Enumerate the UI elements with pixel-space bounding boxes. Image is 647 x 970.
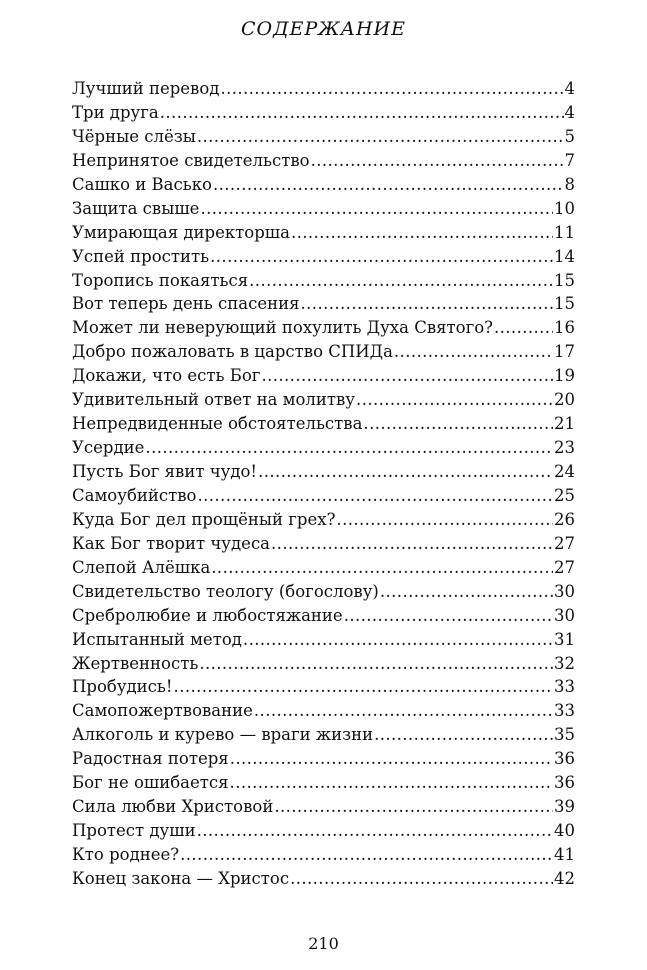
toc-entry-page: 4 <box>564 79 575 98</box>
dot-leader <box>210 245 553 269</box>
toc-entry-page: 41 <box>554 845 575 864</box>
toc-entry <box>72 628 575 652</box>
toc-entry-title: Успей простить <box>72 246 210 266</box>
toc-entry-title: Чёрные слёзы <box>72 126 196 146</box>
toc-entry <box>72 652 575 676</box>
toc-entry <box>72 364 575 388</box>
toc-entry <box>72 484 575 508</box>
toc-entry-page: 23 <box>554 438 575 458</box>
toc-entry-title: Вот теперь день спасения <box>72 294 300 314</box>
dot-leader <box>274 795 553 819</box>
toc-entry-page: 27 <box>554 533 575 553</box>
toc-entry-page: 36 <box>554 749 575 769</box>
dot-leader <box>394 340 553 364</box>
toc-entry <box>72 675 575 699</box>
page-number: 210 <box>308 934 339 953</box>
toc-entry-title: Непредвиденные обстоятельства <box>72 414 363 434</box>
toc-entry-page: 16 <box>554 318 575 338</box>
toc-entry-title: Три друга <box>72 102 159 122</box>
dot-leader <box>374 723 553 747</box>
toc-entry-page: 36 <box>554 773 575 793</box>
toc-entry <box>72 125 575 149</box>
dot-leader <box>197 484 553 508</box>
toc-entry-page: 15 <box>554 270 575 290</box>
toc-entry-title: Жертвенность <box>72 653 199 673</box>
toc-entry-title: Сила любви Христовой <box>72 797 274 817</box>
toc-entry-page: 14 <box>554 246 575 266</box>
toc-entry <box>72 723 575 747</box>
toc-entry <box>72 292 575 316</box>
toc-entry-page: 5 <box>564 126 575 146</box>
toc-entry-title: Куда Бог дел прощёный грех? <box>72 509 336 529</box>
dot-leader <box>197 819 553 843</box>
toc-entry <box>72 604 575 628</box>
toc-entry <box>72 269 575 293</box>
toc-entry-title: Удивительный ответ на молитву <box>72 390 356 410</box>
dot-leader <box>220 77 563 101</box>
toc-entry-page: 21 <box>554 414 575 434</box>
toc-entry-page: 8 <box>564 174 575 194</box>
toc-entry <box>72 819 575 843</box>
page-title: СОДЕРЖАНИЕ <box>241 18 406 40</box>
toc-entry-page: 32 <box>554 653 575 673</box>
toc-entry <box>72 556 575 580</box>
dot-leader <box>254 699 553 723</box>
toc-entry <box>72 149 575 173</box>
toc-entry <box>72 221 575 245</box>
dot-leader <box>230 771 553 795</box>
dot-leader <box>290 867 553 891</box>
dot-leader <box>145 436 553 460</box>
toc-entry-title: Усердие <box>72 438 145 458</box>
toc-entry <box>72 508 575 532</box>
toc-entry-title: Добро пожаловать в царство СПИДа <box>72 342 393 362</box>
toc-entry-page: 27 <box>554 557 575 577</box>
dot-leader <box>213 173 564 197</box>
toc-entry-page: 17 <box>554 342 575 362</box>
dot-leader <box>230 747 553 771</box>
toc-entry-page: 20 <box>554 390 575 410</box>
dot-leader <box>160 101 564 125</box>
dot-leader <box>249 269 553 293</box>
dot-leader <box>197 125 564 149</box>
toc-entry-title: Конец закона — Христос <box>72 868 290 888</box>
table-of-contents <box>72 77 575 891</box>
toc-entry <box>72 197 575 221</box>
dot-leader <box>494 316 553 340</box>
toc-entry <box>72 460 575 484</box>
dot-leader <box>243 628 553 652</box>
toc-entry-title: Непринятое свидетельство <box>72 150 310 170</box>
toc-entry-page: 26 <box>554 509 575 529</box>
toc-entry-page: 33 <box>554 677 575 697</box>
toc-entry <box>72 580 575 604</box>
dot-leader <box>380 580 553 604</box>
toc-entry-title: Может ли неверующий похулить Духа Святого? <box>72 318 493 338</box>
toc-entry-page: 7 <box>564 150 575 170</box>
toc-entry-title: Сашко и Васько <box>72 174 212 194</box>
toc-entry <box>72 245 575 269</box>
toc-entry-page: 33 <box>554 701 575 721</box>
dot-leader <box>211 556 553 580</box>
toc-entry-title: Как Бог творит чудеса <box>72 533 271 553</box>
toc-entry <box>72 436 575 460</box>
toc-entry <box>72 77 575 101</box>
toc-entry-title: Докажи, что есть Бог <box>72 366 261 386</box>
toc-entry-title: Сребролюбие и любостяжание <box>72 605 343 625</box>
toc-entry-title: Протест души <box>72 821 196 841</box>
toc-entry-page: 15 <box>554 294 575 314</box>
dot-leader <box>344 604 553 628</box>
toc-entry-title: Слепой Алёшка <box>72 557 211 577</box>
dot-leader <box>311 149 564 173</box>
toc-entry <box>72 316 575 340</box>
toc-entry-page: 10 <box>554 198 575 218</box>
toc-entry <box>72 388 575 412</box>
dot-leader <box>200 197 553 221</box>
toc-entry-title: Самоубийство <box>72 485 197 505</box>
toc-entry <box>72 173 575 197</box>
toc-entry-title: Радостная потеря <box>72 749 229 769</box>
toc-entry-title: Алкоголь и курево — враги жизни <box>72 725 374 745</box>
dot-leader <box>261 364 553 388</box>
toc-entry <box>72 340 575 364</box>
toc-entry-title: Торопись покаяться <box>72 270 249 290</box>
toc-entry-page: 31 <box>554 629 575 649</box>
toc-entry <box>72 101 575 125</box>
dot-leader <box>199 652 553 676</box>
toc-entry-title: Защита свыше <box>72 198 200 218</box>
dot-leader <box>174 675 553 699</box>
toc-entry-page: 4 <box>564 102 575 122</box>
toc-entry-page: 19 <box>554 366 575 386</box>
toc-entry <box>72 699 575 723</box>
toc-entry-title: Самопожертвование <box>72 701 253 721</box>
toc-entry-page: 40 <box>554 821 575 841</box>
toc-entry-title: Кто роднее? <box>72 845 180 864</box>
toc-entry <box>72 843 575 867</box>
toc-entry-page: 11 <box>554 222 575 242</box>
dot-leader <box>336 508 553 532</box>
toc-entry-title: Умирающая директорша <box>72 222 290 242</box>
toc-entry-page: 30 <box>554 581 575 601</box>
toc-entry-page: 39 <box>554 797 575 817</box>
dot-leader <box>363 412 553 436</box>
dot-leader <box>291 221 553 245</box>
toc-entry-page: 25 <box>554 485 575 505</box>
toc-entry <box>72 747 575 771</box>
toc-entry-title: Пусть Бог явит чудо! <box>72 462 258 481</box>
dot-leader <box>301 292 553 316</box>
toc-entry <box>72 795 575 819</box>
toc-entry <box>72 771 575 795</box>
toc-entry-title: Лучший перевод <box>72 79 220 98</box>
toc-entry-page: 35 <box>554 725 575 745</box>
toc-entry-page: 42 <box>554 868 575 888</box>
toc-entry <box>72 867 575 891</box>
toc-entry-page: 30 <box>554 605 575 625</box>
toc-entry-title: Свидетельство теологу (богослову) <box>72 581 379 601</box>
toc-entry <box>72 412 575 436</box>
toc-entry <box>72 532 575 556</box>
toc-entry-title: Испытанный метод <box>72 629 242 649</box>
toc-entry-title: Пробудись! <box>72 677 173 697</box>
dot-leader <box>180 843 553 867</box>
toc-entry-page: 24 <box>554 462 575 481</box>
dot-leader <box>271 532 553 556</box>
dot-leader <box>258 460 553 484</box>
dot-leader <box>356 388 553 412</box>
toc-entry-title: Бог не ошибается <box>72 773 229 793</box>
